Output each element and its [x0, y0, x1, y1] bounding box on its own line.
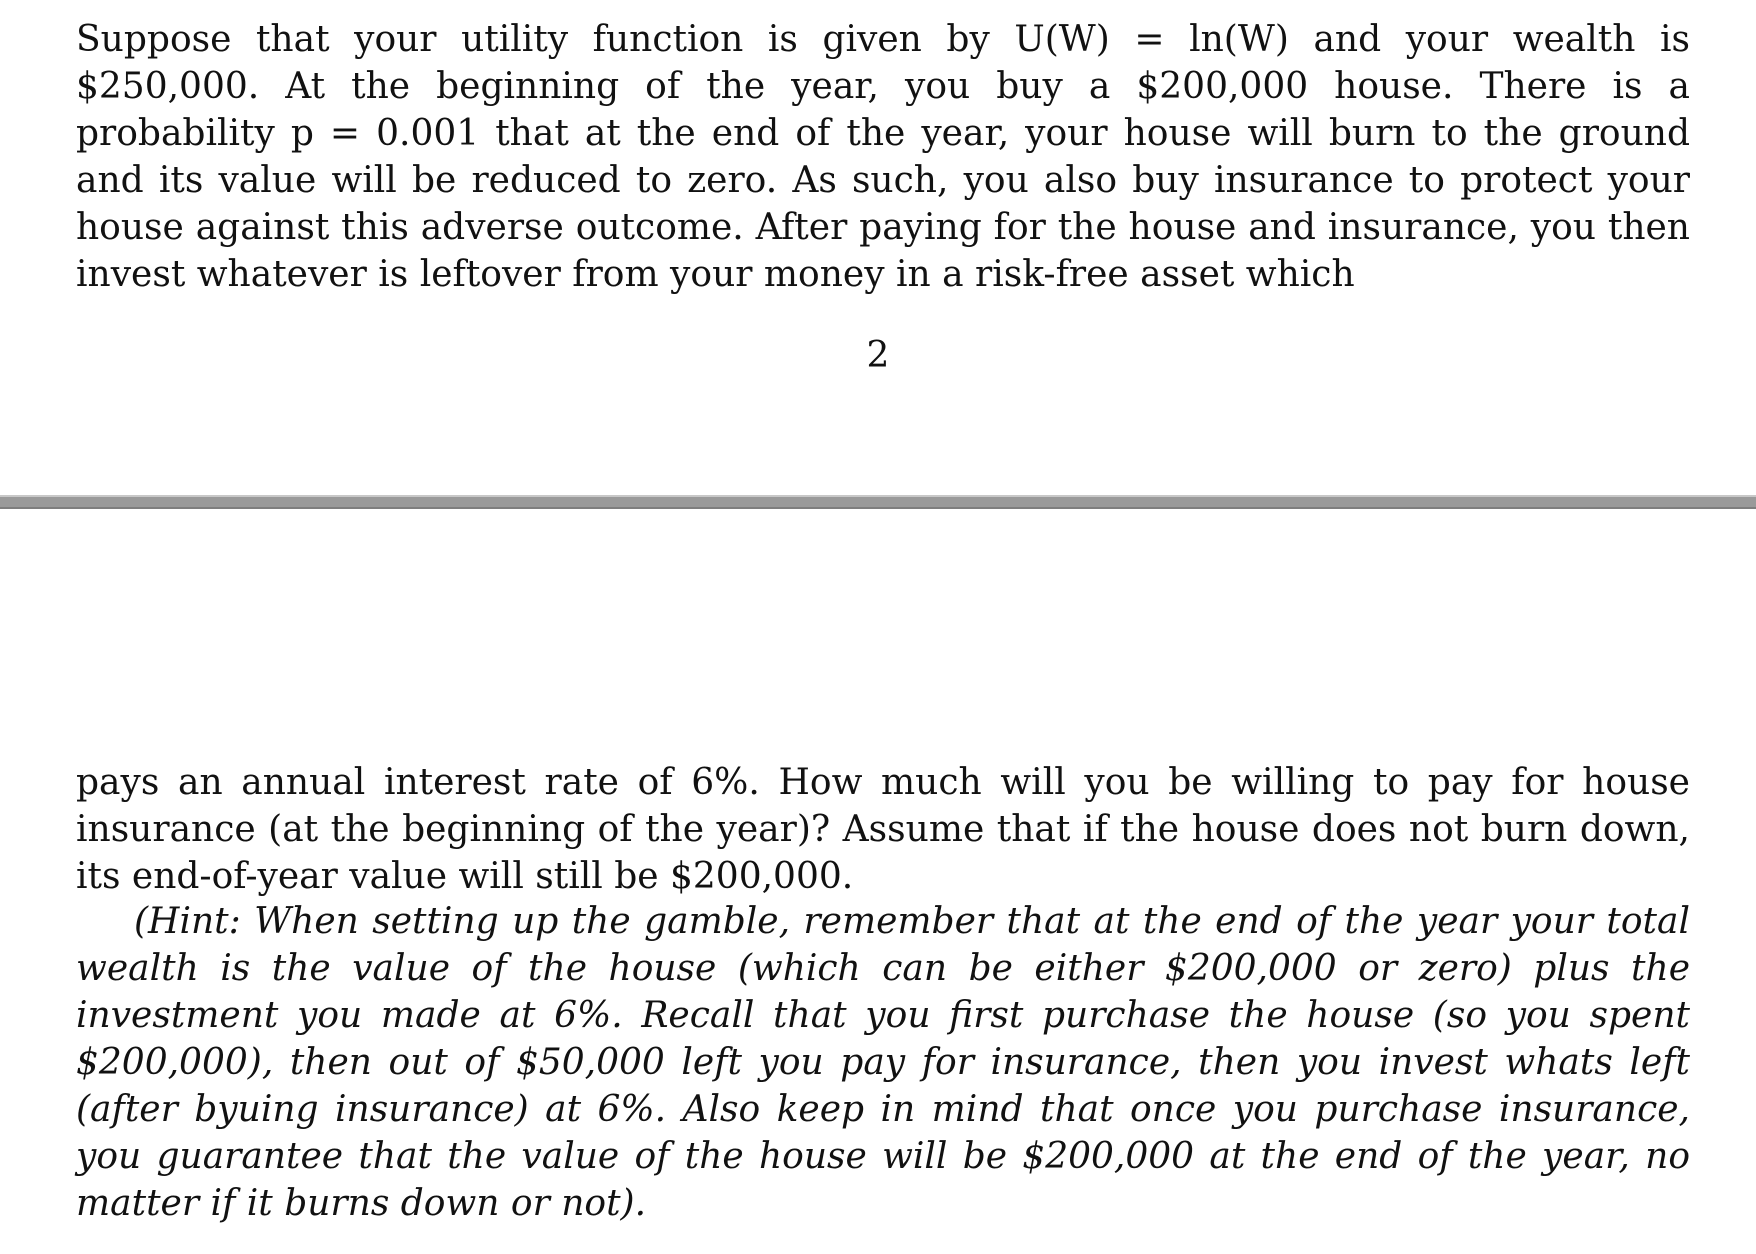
page-top [0, 0, 1756, 495]
hint-paragraph: (Hint: When setting up the gamble, remember that at the end of the year your total wealth is the value of the house (which can be either $200,000 or zero) plus the investment you made at 6%. Recall that you first purchase the house (so you spent $200,000), then out of $50,000 left you pay for insurance, then you invest whats left (after byuing insurance) at 6%. Also keep in mind that once you purchase insurance, you guarantee that the value of the house will be $200,000 at the end of the year, no matter if it burns down or not). [76, 901, 1690, 1224]
page-divider [0, 495, 1756, 509]
problem-paragraph-continued: pays an annual interest rate of 6%. How much will you be willing to pay for house insurance (at the beginning of the year)? Assume that if the house does not burn down, its end-of-year value will still be $200,000. [76, 762, 1690, 897]
page-bottom [0, 509, 1756, 1254]
problem-paragraph: Suppose that your utility function is given by U(W) = ln(W) and your wealth is $250,000. At the beginning of the year, you buy a $200,000 house. There is a probability p = 0.001 that at the end of the year, your house will burn to the ground and its value will be reduced to zero. As such, you also buy insurance to protect your house against this adverse outcome. After paying for the house and insurance, you then invest whatever is leftover from your money in a risk-free asset which [76, 19, 1690, 295]
page-number: 2 [866, 335, 890, 376]
